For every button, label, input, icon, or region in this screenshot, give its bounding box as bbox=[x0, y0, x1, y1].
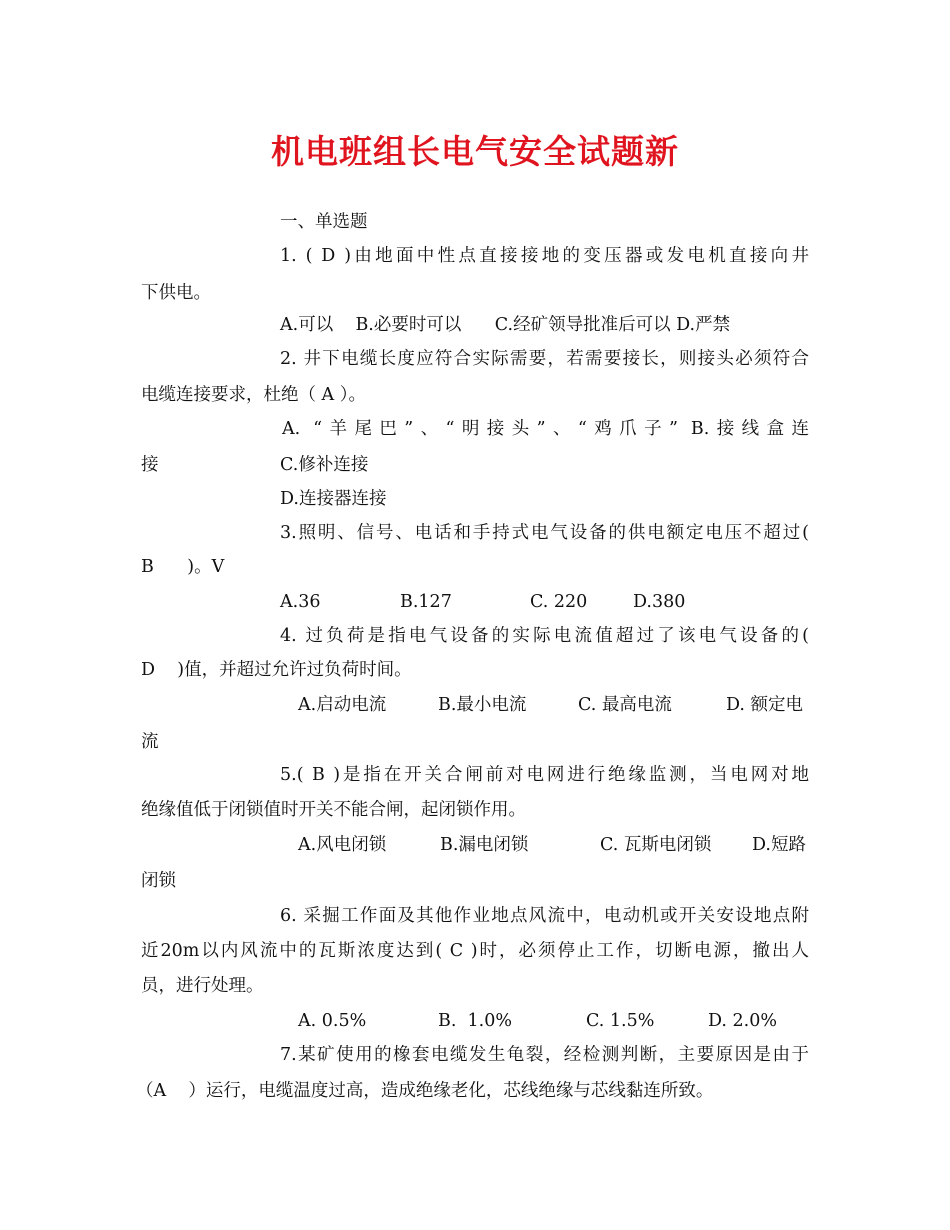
question-2-text-cont: 电缆连接要求，杜绝（ A ）。 bbox=[141, 385, 367, 405]
question-5-text-cont: 绝缘值低于闭锁值时开关不能合闸，起闭锁作用。 bbox=[141, 800, 526, 820]
question-5-option-d: D.短路 bbox=[752, 835, 806, 855]
question-4-option-d-cont: 流 bbox=[141, 732, 159, 752]
question-3-text-cont: B )。V bbox=[141, 557, 225, 577]
question-4-option-d: D. 额定电 bbox=[726, 695, 804, 715]
document-title: 机电班组长电气安全试题新 bbox=[271, 132, 679, 171]
question-5-option-d-cont: 闭锁 bbox=[141, 871, 176, 891]
question-4-option-a: A.启动电流 bbox=[298, 695, 387, 715]
question-6-option-b: B. 1.0% bbox=[438, 1011, 513, 1031]
question-4-option-c: C. 最高电流 bbox=[578, 695, 672, 715]
question-4-text: 4. 过负荷是指电气设备的实际电流值超过了该电气设备的( bbox=[280, 626, 809, 646]
question-5-option-c: C. 瓦斯电闭锁 bbox=[600, 835, 712, 855]
question-3-option-b: B.127 bbox=[400, 592, 452, 612]
question-2-text: 2. 井下电缆长度应符合实际需要，若需要接长，则接头必须符合 bbox=[280, 349, 809, 369]
question-4-text-cont: D )值，并超过允许过负荷时间。 bbox=[141, 660, 412, 680]
question-6-option-c: C. 1.5% bbox=[586, 1011, 655, 1031]
question-1-text-cont: 下供电。 bbox=[141, 283, 211, 303]
question-6-text-cont: 近20m以内风流中的瓦斯浓度达到( C )时，必须停止工作，切断电源，撤出人 bbox=[141, 941, 809, 961]
question-5-text: 5.( B )是指在开关合闸前对电网进行绝缘监测，当电网对地 bbox=[280, 765, 809, 785]
question-2-options-cont: 接 bbox=[141, 455, 159, 475]
section-heading: 一、单选题 bbox=[280, 212, 368, 232]
question-7-text: 7.某矿使用的橡套电缆发生龟裂，经检测判断，主要原因是由于 bbox=[280, 1045, 809, 1065]
question-3-option-a: A.36 bbox=[280, 592, 321, 612]
question-5-option-a: A.风电闭锁 bbox=[298, 835, 387, 855]
question-1-text: 1. ( D )由地面中性点直接接地的变压器或发电机直接向井 bbox=[280, 246, 809, 266]
question-3-option-c: C. 220 bbox=[530, 592, 588, 612]
question-3-text: 3.照明、信号、电话和手持式电气设备的供电额定电压不超过( bbox=[280, 523, 809, 543]
question-7-text-cont: （A ）运行，电缆温度过高，造成绝缘老化，芯线绝缘与芯线黏连所致。 bbox=[136, 1081, 714, 1101]
question-6-text-end: 员，进行处理。 bbox=[141, 976, 264, 996]
question-4-option-b: B.最小电流 bbox=[438, 695, 527, 715]
question-3-option-d: D.380 bbox=[633, 592, 686, 612]
question-6-text: 6. 采掘工作面及其他作业地点风流中，电动机或开关安设地点附 bbox=[280, 906, 809, 926]
question-6-option-a: A. 0.5% bbox=[298, 1011, 367, 1031]
question-2-option-d: D.连接器连接 bbox=[280, 489, 387, 509]
question-2-options: A. “羊尾巴”、“明接头”、“鸡爪子” B.接线盒连 bbox=[282, 419, 809, 439]
question-2-option-c: C.修补连接 bbox=[280, 455, 369, 475]
question-5-option-b: B.漏电闭锁 bbox=[440, 835, 529, 855]
question-6-option-d: D. 2.0% bbox=[708, 1011, 777, 1031]
question-1-options: A.可以 B.必要时可以 C.经矿领导批准后可以 D.严禁 bbox=[280, 315, 731, 335]
